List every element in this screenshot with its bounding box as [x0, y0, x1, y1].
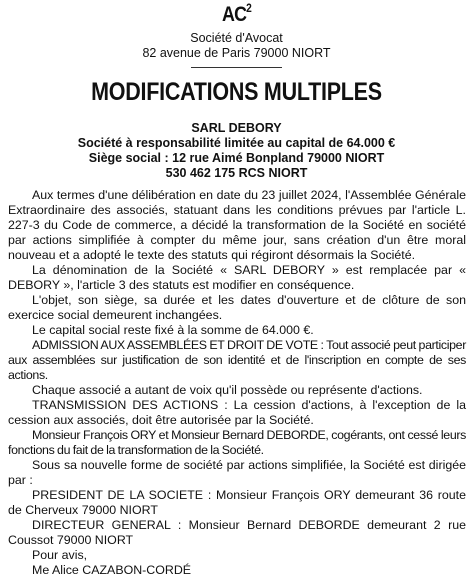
- divider: [191, 67, 282, 68]
- logo-main: AC: [222, 3, 247, 26]
- firm-address: 82 avenue de Paris 79000 NIORT: [142, 46, 331, 60]
- firm-name: Société d'Avocat: [190, 31, 283, 45]
- company-seat: Siège social : 12 rue Aimé Bonpland 79000 NIORT: [88, 151, 385, 165]
- firm-logo: [35, 2, 437, 27]
- paragraph-admission: ADMISSION AUX ASSEMBLÉES ET DROIT DE VOTE : Tout associé peut participer aux assemblées sur justification de son identité et de l'inscription en compte de ses actions.: [8, 338, 466, 382]
- paragraph-capital: Le capital social reste fixé à la somme de 64.000 €.: [32, 323, 314, 337]
- paragraph-denomination: La dénomination de la Société « SARL DEBORY » est remplacée par « DEBORY », l'article 3 des statuts est modifier en conséquence.: [8, 263, 466, 292]
- logo-superscript: 2: [246, 1, 251, 15]
- paragraph-direction: Sous sa nouvelle forme de société par actions simplifiée, la Société est dirigée par :: [8, 458, 466, 487]
- paragraph-votes: Chaque associé a autant de voix qu'il possède ou représente d'actions.: [32, 383, 423, 397]
- paragraph-managers: Monsieur François ORY et Monsieur Bernard DEBORDE, cogérants, ont cessé leurs fonctions du fait de la transformation de la Société.: [8, 428, 466, 457]
- company-form: Société à responsabilité limitée au capital de 64.000 €: [77, 136, 396, 150]
- company-name: SARL DEBORY: [191, 121, 282, 135]
- paragraph-transfer: TRANSMISSION DES ACTIONS : La cession d'actions, à l'exception de la cession aux associés, doit être autorisée par la Société.: [8, 398, 466, 427]
- paragraph-deliberation: Aux termes d'une délibération en date du 23 juillet 2024, l'Assemblée Générale Extraordinaire des associés, statuant dans les conditions prévues par l'article L. 227-3 du Code de commerce, a décidé la transformation de la Société en société par actions simplifiée à compter du même jour, sans création d'un être moral nouveau et a adopté le texte des statuts qui régiront désormais la Société.: [8, 188, 466, 262]
- company-rcs: 530 462 175 RCS NIORT: [165, 166, 308, 180]
- notice-title: MODIFICATIONS MULTIPLES: [91, 78, 382, 106]
- paragraph-closing: Pour avis,: [32, 548, 88, 562]
- paragraph-object: L'objet, son siège, sa durée et les dates d'ouverture et de clôture de son exercice social demeurent inchangées.: [8, 293, 466, 322]
- paragraph-president: PRESIDENT DE LA SOCIETE : Monsieur François ORY demeurant 36 route de Cherveux 79000 NIORT: [8, 488, 466, 517]
- notice-body: [8, 188, 466, 578]
- paragraph-director: DIRECTEUR GENERAL : Monsieur Bernard DEBORDE demeurant 2 rue Coussot 79000 NIORT: [8, 518, 466, 547]
- paragraph-signature: Me Alice CAZABON-CORDÉ: [32, 563, 192, 577]
